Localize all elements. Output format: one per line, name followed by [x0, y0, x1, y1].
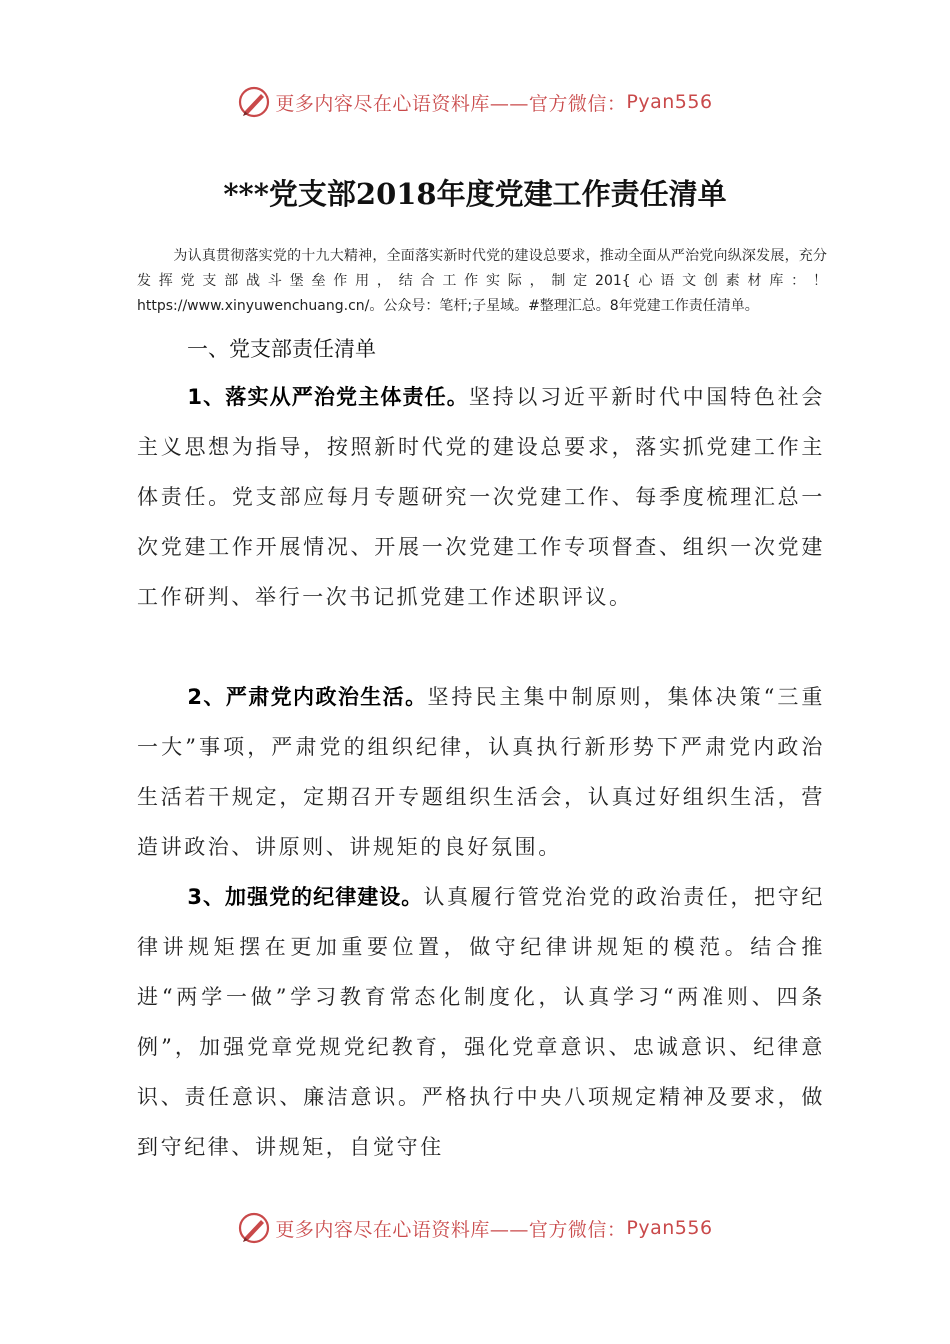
- footer-banner: [0, 1210, 950, 1246]
- item-text: 坚持以习近平新时代中国特色社会主义思想为指导，按照新时代党的建设总要求，落实抓党建工作主体责任。党支部应每月专题研究一次党建工作、每季度梳理汇总一次党建工作开展情况、开展一次党建工作专项督查、组织一次党建工作研判、举行一次书记抓党建工作述职评议。: [137, 385, 825, 609]
- pen-logo-icon: [237, 85, 271, 119]
- pen-logo-icon: [237, 1211, 271, 1245]
- header-banner: [0, 84, 950, 120]
- banner-text: 更多内容尽在心语资料库——官方微信：: [275, 1218, 627, 1241]
- item-text: 认真履行管党治党的政治责任，把守纪律讲规矩摆在更加重要位置，做守纪律讲规矩的模范。结合推进“两学一做”学习教育常态化制度化，认真学习“两准则、四条例”，加强党章党规党纪教育，强化党章意识、忠诚意识、纪律意识、责任意识、廉洁意识。严格执行中央八项规定精神及要求，做到守纪律、讲规矩，自觉守住: [137, 885, 825, 1159]
- intro-paragraph: 为认真贯彻落实党的十九大精神，全面落实新时代党的建设总要求，推动全面从严治党向纵深发展，充分发挥党支部战斗堡垒作用，结合工作实际，制定201{心语文创素材库：！https://www.xinyuwenchuang.cn/。公众号：笔杆;子星域。#整理汇总。8年党建工作责任清单。: [137, 248, 827, 314]
- banner-wechat-id: Pyan556: [626, 91, 713, 113]
- item-text: 坚持民主集中制原则，集体决策“三重一大”事项，严肃党的组织纪律，认真执行新形势下严肃党内政治生活若干规定，定期召开专题组织生活会，认真过好组织生活，营造讲政治、讲原则、讲规矩的良好氛围。: [137, 685, 825, 859]
- item-lead: 2、严肃党内政治生活。: [187, 685, 428, 709]
- item-lead: 3、加强党的纪律建设。: [187, 885, 424, 909]
- list-item: [137, 372, 825, 622]
- banner-text: 更多内容尽在心语资料库——官方微信：: [275, 92, 627, 115]
- section-heading: 一、党支部责任清单: [187, 337, 376, 361]
- list-item: [137, 872, 825, 1172]
- list-item: [137, 672, 825, 872]
- banner-wechat-id: Pyan556: [626, 1217, 713, 1239]
- item-lead: 1、落实从严治党主体责任。: [187, 385, 469, 409]
- document-title: ***党支部2018年度党建工作责任清单: [223, 177, 727, 211]
